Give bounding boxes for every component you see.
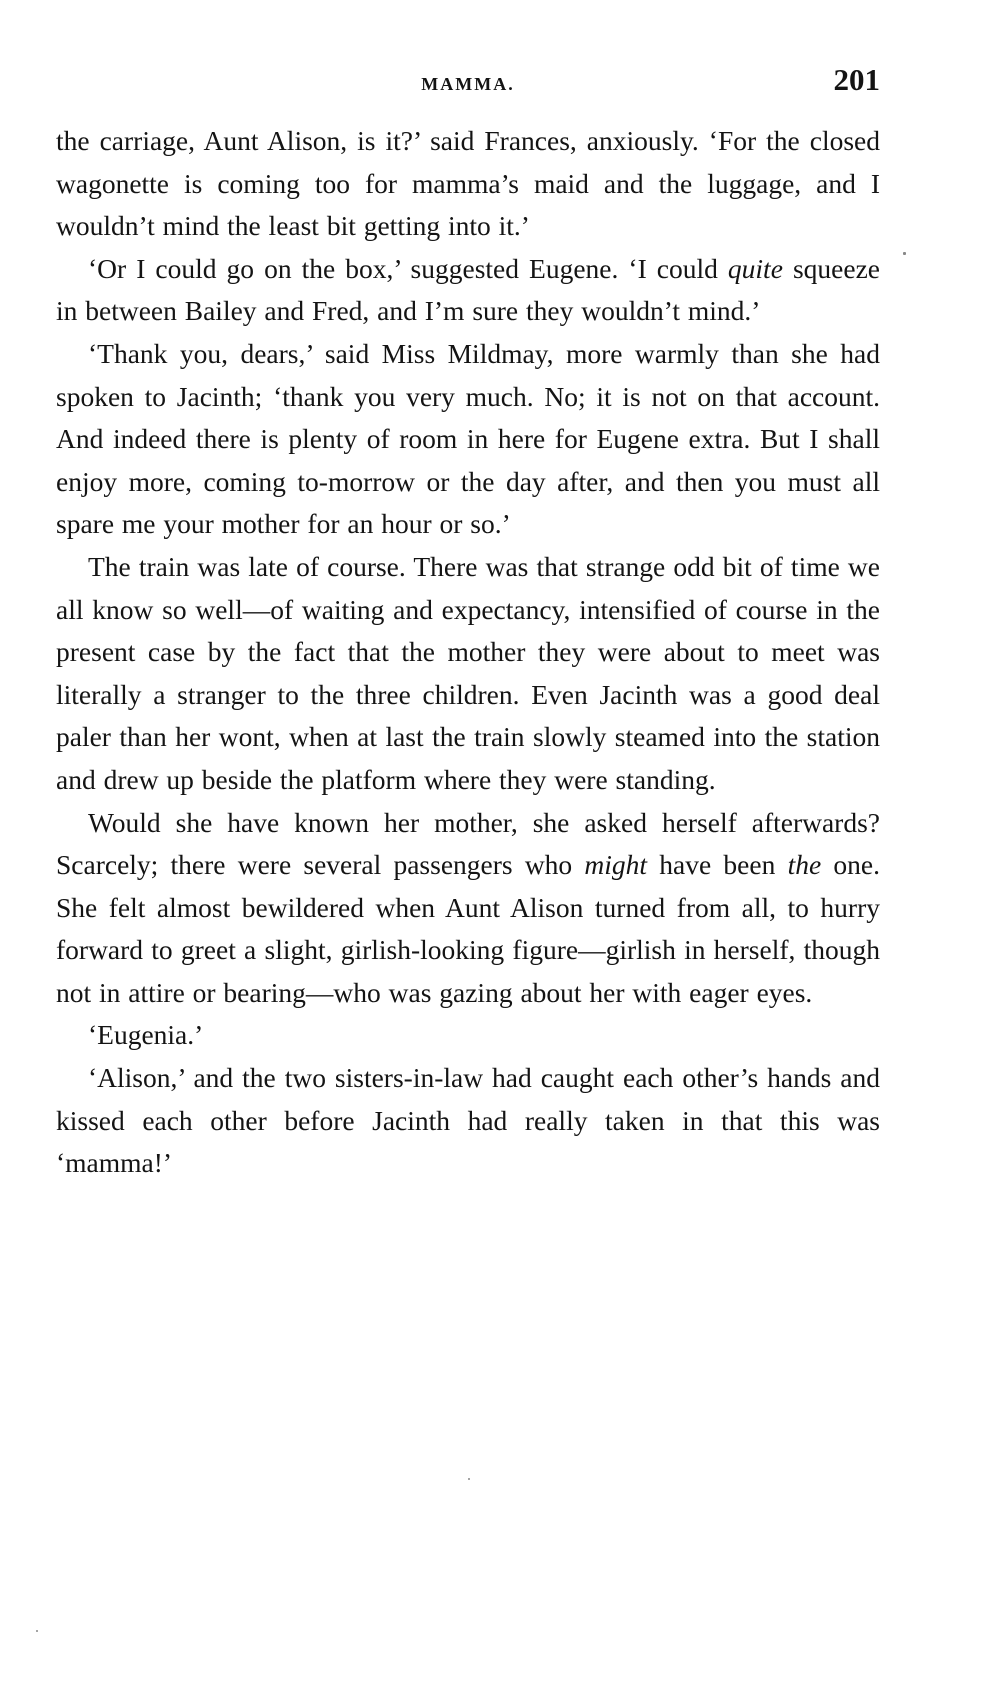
book-page (56, 0, 880, 1684)
text-segment: squeeze in between Bailey and Fred, and I’m sure they wouldn’t mind.’ (56, 252, 880, 327)
paragraph (56, 333, 880, 546)
page-number: 201 (833, 62, 880, 97)
scan-speck (36, 1630, 38, 1632)
text-segment: ‘Eugenia.’ (88, 1019, 204, 1051)
body-text (56, 120, 880, 1185)
paragraph (56, 248, 880, 333)
text-segment: the carriage, Aunt Alison, is it?’ said Frances, anxiously. ‘For the closed wagonette is coming too for mamma’s maid and the luggage, and I wouldn’t mind the least bit getting into it.’ (56, 125, 880, 242)
running-title: MAMMA. (421, 74, 515, 94)
text-segment: ‘Thank you, dears,’ said Miss Mildmay, more warmly than she had spoken to Jacinth; ‘thank you very much. No; it is not on that account. And indeed there is plenty of room in here for Eugene extra. But I shall enjoy more, coming to-morrow or the day after, and then you must all spare me your mother for an hour or so.’ (56, 337, 880, 540)
scan-speck (903, 252, 906, 255)
paragraph (56, 120, 880, 248)
scan-speck (468, 1478, 470, 1480)
text-segment: one. She felt almost bewildered when Aunt Alison turned from all, to hurry forward to greet a slight, girlish-looking figure—girlish in herself, though not in attire or bearing—who was gazing about her with eager eyes. (56, 849, 880, 1008)
italic-emphasis: might (584, 849, 648, 881)
running-header (56, 62, 880, 102)
italic-emphasis: the (787, 849, 822, 881)
paragraph (56, 546, 880, 802)
text-segment: ‘Or I could go on the box,’ suggested Eugene. ‘I could (88, 252, 728, 284)
text-segment: have been (647, 849, 788, 881)
paragraph (56, 802, 880, 1015)
text-segment: The train was late of course. There was that strange odd bit of time we all know so well—of waiting and expectancy, intensified of course in the present case by the fact that the mother they were about to meet was literally a stranger to the three children. Even Jacinth was a good deal paler than her wont, when at last the train slowly steamed into the station and drew up beside the platform where they were standing. (56, 550, 880, 795)
italic-emphasis: quite (727, 252, 783, 284)
text-segment: Would she have known her mother, she asked herself afterwards? Scarcely; there were several passengers who (56, 806, 880, 881)
paragraph (56, 1057, 880, 1185)
text-segment: ‘Alison,’ and the two sisters-in-law had caught each other’s hands and kissed each other before Jacinth had really taken in that this was ‘mamma!’ (56, 1062, 880, 1179)
paragraph (56, 1014, 880, 1057)
